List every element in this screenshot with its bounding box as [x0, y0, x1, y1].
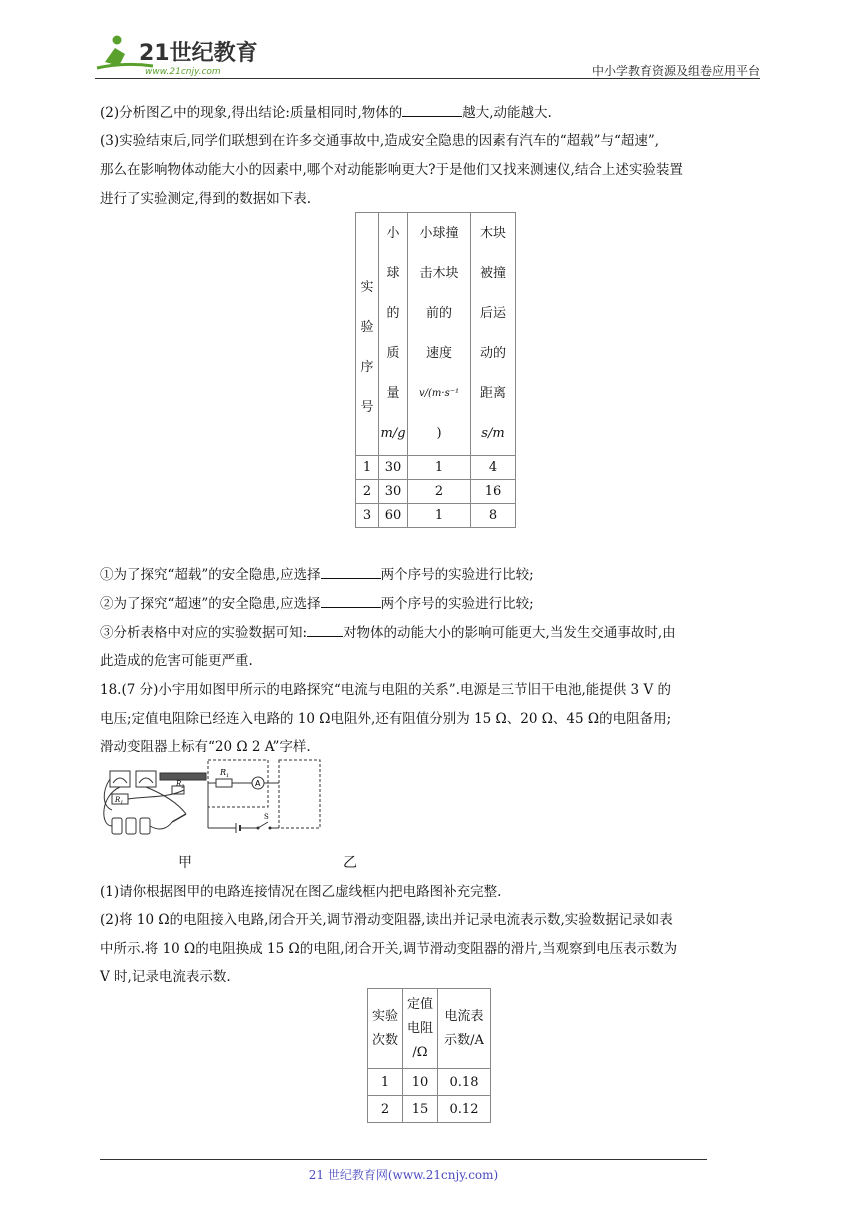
figure-label-jia: 甲: [178, 855, 192, 871]
answer-blank[interactable]: [307, 622, 343, 637]
svg-text:A: A: [255, 779, 261, 788]
table-header-row: [368, 989, 491, 1069]
sub-question-2: ②为了探究“超速”的安全隐患,应选择 两个序号的实验进行比较;: [100, 591, 765, 618]
header-cell: 电流表 示数/A: [438, 989, 491, 1069]
question-part-3-line1: (3)实验结束后,同学们联想到在许多交通事故中,造成安全隐患的因素有汽车的“超载”与“超速”,: [100, 133, 660, 149]
footer-text: 21 世纪教育网(www.21cnjy.com): [308, 1168, 499, 1182]
experiment-table-1: [355, 212, 516, 528]
answer-blank[interactable]: [321, 564, 381, 579]
circuit-figure-yi: [200, 757, 330, 839]
svg-text:R1: $R_1$: [115, 796, 124, 806]
svg-text:www.21cnjy.com: www.21cnjy.com: [145, 67, 221, 77]
header-cell: 实验 次数: [368, 989, 403, 1069]
site-name: 中小学教育资源及组卷应用平台: [591, 64, 760, 78]
header-cell: 实 验 序 号: [356, 213, 379, 456]
header-cell: 小 球 的 质 量 m/g: [379, 213, 408, 456]
svg-text:21世纪教育: 21世纪教育: [139, 41, 258, 66]
svg-text:S: S: [264, 813, 269, 821]
question-part-3-line3: 进行了实验测定,得到的数据如下表.: [100, 191, 312, 207]
footer-divider: [100, 1159, 707, 1160]
circuit-figure-jia: [98, 766, 210, 842]
table-row: 1 30 1 4: [356, 456, 516, 480]
question-18-line1: 18.(7 分)小宇用如图甲所示的电路探究“电流与电阻的关系”.电源是三节旧干电池,能提供 3 V 的: [100, 682, 671, 698]
question-18-part-2-line2: 中所示.将 10 Ω的电阻换成 15 Ω的电阻,闭合开关,调节滑动变阻器的滑片,当观察到电压表示数为: [100, 941, 678, 957]
header-divider: [95, 78, 760, 79]
sub-question-3-line2: 此造成的危害可能更严重.: [100, 653, 253, 669]
question-18-part-2-line3: V 时,记录电流表示数.: [100, 969, 231, 985]
question-18-part-2-line1: (2)将 10 Ω的电阻接入电路,闭合开关,调节滑动变阻器,读出并记录电流表示数,实验数据记录如表: [100, 912, 673, 928]
table-row: 2 30 2 16: [356, 480, 516, 504]
table-row: 2 15 0.12: [368, 1096, 491, 1123]
question-18-part-1: (1)请你根据图甲的电路连接情况在图乙虚线框内把电路图补充完整.: [100, 884, 502, 900]
question-part-3-line2: 那么在影响物体动能大小的因素中,哪个对动能影响更大?于是他们又找来测速仪,结合上述实验装置: [100, 162, 683, 178]
question-18-line2: 电压;定值电阻除已经连入电路的 10 Ω电阻外,还有阻值分别为 15 Ω、20 Ω、45 Ω的电阻备用;: [100, 711, 672, 727]
logo-21cnjy: [95, 32, 265, 78]
question-18-line3: 滑动变阻器上标有“20 Ω 2 A”字样.: [100, 739, 311, 755]
table-header-row: [356, 213, 516, 456]
answer-blank[interactable]: [321, 593, 381, 608]
experiment-table-2: [367, 988, 491, 1123]
header-cell: 定值 电阻 /Ω: [403, 989, 438, 1069]
answer-blank[interactable]: [402, 102, 462, 117]
sub-question-1: ①为了探究“超载”的安全隐患,应选择 两个序号的实验进行比较;: [100, 562, 765, 589]
svg-text:R2: $R_2$: [176, 780, 185, 790]
header-cell: 木块 被撞 后运 动的 距离 s/m: [471, 213, 516, 456]
question-part-2: (2)分析图乙中的现象,得出结论:质量相同时,物体的 越大,动能越大.: [100, 100, 765, 127]
figure-label-yi: 乙: [343, 855, 357, 871]
svg-text:R1: $R_1$: [220, 768, 230, 779]
table-row: 1 10 0.18: [368, 1069, 491, 1096]
page-header: [95, 32, 760, 80]
header-cell: 小球撞 击木块 前的 速度 v/(m·s⁻¹ ): [408, 213, 471, 456]
sub-question-3: ③分析表格中对应的实验数据可知: 对物体的动能大小的影响可能更大,当发生交通事故时,由: [100, 620, 765, 647]
table-row: 3 60 1 8: [356, 504, 516, 528]
